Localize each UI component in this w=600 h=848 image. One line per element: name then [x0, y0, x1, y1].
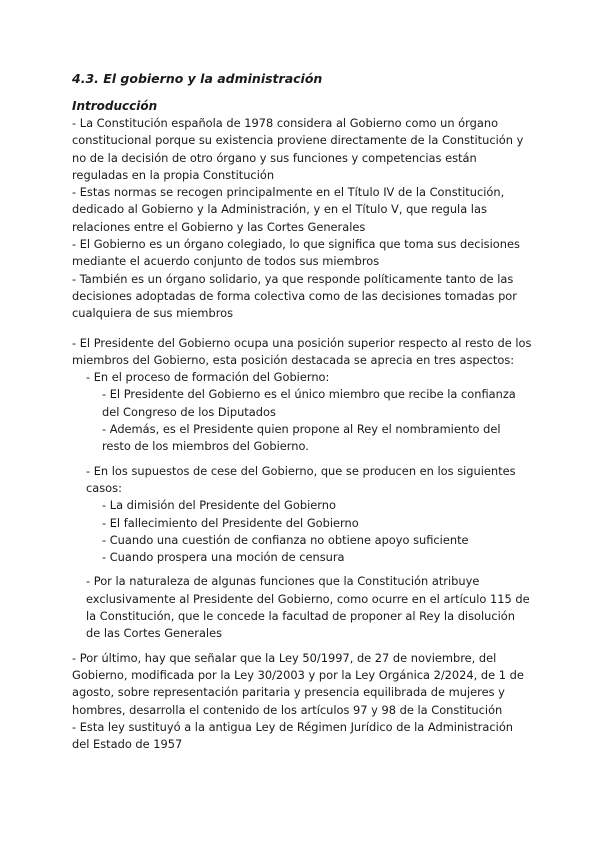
closing-paragraph: - Por último, hay que señalar que la Ley 50/1997, de 27 de noviembre, del Gobierno, modificada por la Ley 30/2003 y por la Ley Orgánica 2/2024, de 1 de agosto, sobre representación paritaria y presencia equilibrada de mujeres y hombres, desarrolla el contenido de los artículos 97 y 98 de la Constitución: [72, 650, 524, 717]
closing-paragraph: - Esta ley sustituyó a la antigua Ley de Régimen Jurídico de la Administración del Estado de 1957: [72, 719, 514, 752]
document-page: [72, 70, 532, 753]
formation-item: - Además, es el Presidente quien propone al Rey el nombramiento del resto de los miembros del Gobierno.: [102, 422, 501, 454]
intro-paragraph: - El Gobierno es un órgano colegiado, lo que significa que toma sus decisiones mediante el acuerdo conjunto de todos sus miembros: [72, 237, 520, 269]
section-title: 4.3. El gobierno y la administración: [72, 71, 323, 86]
dismissal-item: - La dimisión del Presidente del Gobierno: [102, 498, 336, 513]
formation-item: - El Presidente del Gobierno es el único miembro que recibe la confianza del Congreso de los Diputados: [102, 387, 516, 419]
formation-label: - En el proceso de formación del Gobierno:: [86, 370, 330, 385]
president-intro: - El Presidente del Gobierno ocupa una posición superior respecto al resto de los miembros del Gobierno, esta posición destacada se aprecia en tres aspectos:: [72, 335, 532, 367]
dismissal-item: - El fallecimiento del Presidente del Gobierno: [102, 515, 359, 530]
functions-paragraph: - Por la naturaleza de algunas funciones que la Constitución atribuye exclusivamente al Presidente del Gobierno, como ocurre en el artículo 115 de la Constitución, que le concede la facultad de proponer al Rey la disolución de las Cortes Generales: [86, 574, 530, 641]
intro-paragraph: - La Constitución española de 1978 considera al Gobierno como un órgano constitucional porque su existencia proviene directamente de la Constitución y no de la decisión de otro órgano y sus funciones y competencias están reguladas en la propia Constitución: [72, 116, 524, 182]
dismissal-label: - En los supuestos de cese del Gobierno, que se producen en los siguientes casos:: [86, 463, 516, 495]
dismissal-item: - Cuando una cuestión de confianza no obtiene apoyo suficiente: [102, 532, 469, 547]
intro-heading: Introducción: [72, 99, 158, 113]
intro-paragraph: - Estas normas se recogen principalmente en el Título IV de la Constitución, dedicado al Gobierno y la Administración, y en el Título V, que regula las relaciones entre el Gobierno y las Cortes Generales: [72, 185, 505, 234]
intro-paragraph: - También es un órgano solidario, ya que responde políticamente tanto de las decisiones adoptadas de forma colectiva como de las decisiones tomadas por cualquiera de sus miembros: [72, 271, 517, 321]
dismissal-item: - Cuando prospera una moción de censura: [102, 550, 345, 565]
